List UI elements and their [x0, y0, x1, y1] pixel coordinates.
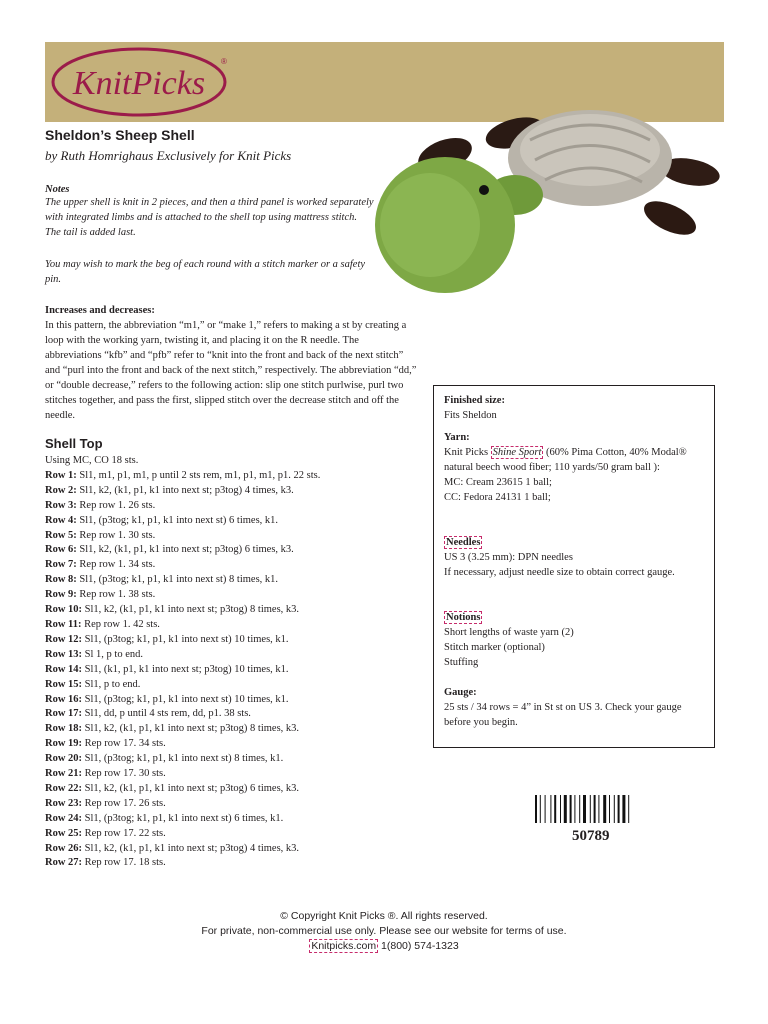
barcode-bar	[609, 795, 610, 823]
sheep-turtle-photo	[370, 100, 730, 300]
row-instruction: Sl1, m1, p1, m1, p until 2 sts rem, m1, p1, m1, p1. 22 sts.	[76, 469, 321, 481]
notion-item: Short lengths of waste yarn (2)	[444, 627, 574, 638]
pattern-row	[45, 499, 320, 514]
row-instruction: Rep row 1. 38 sts.	[76, 589, 156, 601]
pattern-row	[45, 812, 320, 827]
row-instruction: Sl1, k2, (k1, p1, k1 into next st; p3tog) 4 times, k3.	[82, 842, 300, 854]
barcode-number: 50789	[572, 828, 610, 844]
pattern-row	[45, 484, 320, 499]
pattern-row	[45, 573, 320, 588]
row-label: Row 27:	[45, 857, 83, 869]
shell-top-intro: Using MC, CO 18 sts.	[45, 455, 139, 466]
row-label: Row 26:	[45, 842, 83, 854]
needles-heading[interactable]: Needles	[446, 537, 481, 548]
footer-phone: 1(800) 574-1323	[378, 940, 459, 952]
barcode-bar	[618, 795, 620, 823]
pattern-row	[45, 469, 320, 484]
incdec-body: In this pattern, the abbreviation “m1,” or “make 1,” refers to making a st by creating a loop with the working yarn, twisting it, and placing it on the R needle. The abbreviations “kfb” and “pfb” refer to “knit into the front and back of the next stitch” and “purl into the front and back of the next stitch,” respectively. The abbreviation “dd,” or “double decrease,” refers to the following action: slip one stitch purlwise, purl two stitches together, and pass the first, slipped stitch over the decrease stitch and off the needle.	[45, 320, 417, 421]
row-instruction: Sl1, p to end.	[82, 678, 141, 690]
pattern-row	[45, 648, 320, 663]
barcode-bar	[579, 795, 580, 823]
row-label: Row 24:	[45, 812, 83, 824]
row-instruction: Rep row 1. 34 sts.	[76, 559, 156, 571]
row-instruction: Rep row 1. 30 sts.	[76, 529, 156, 541]
pattern-row	[45, 543, 320, 558]
footer-contact	[0, 939, 768, 954]
row-label: Row 6:	[45, 544, 77, 556]
row-instruction: Rep row 17. 34 sts.	[82, 738, 166, 750]
yarn-brand-text: Knit Picks	[444, 447, 491, 458]
gauge-heading: Gauge:	[444, 687, 477, 698]
pattern-row	[45, 737, 320, 752]
pattern-row	[45, 618, 320, 633]
row-label: Row 16:	[45, 693, 83, 705]
barcode	[535, 795, 650, 823]
row-label: Row 4:	[45, 514, 77, 526]
pattern-row	[45, 558, 320, 573]
barcode-bar	[598, 795, 599, 823]
barcode-bar	[594, 795, 596, 823]
row-instruction: Rep row 17. 30 sts.	[82, 768, 166, 780]
gauge-section	[444, 685, 708, 730]
pattern-row	[45, 663, 320, 678]
yarn-heading: Yarn:	[444, 432, 470, 443]
yarn-cc: CC: Fedora 24131 1 ball;	[444, 492, 551, 503]
row-instruction: Sl1, k2, (k1, p1, k1 into next st; p3tog) 4 times, k3.	[76, 484, 294, 496]
row-instruction: Rep row 1. 42 sts.	[81, 618, 160, 630]
footer-terms: For private, non-commercial use only. Please see our website for terms of use.	[201, 925, 567, 937]
yarn-link[interactable]: Shine Sport	[492, 447, 542, 458]
row-instruction: Sl1, (p3tog; k1, p1, k1 into next st) 8 times, k1.	[76, 574, 279, 586]
row-label: Row 17:	[45, 708, 83, 720]
pattern-row	[45, 707, 320, 722]
barcode-bar	[535, 795, 537, 823]
barcode-bar	[590, 795, 591, 823]
row-label: Row 14:	[45, 663, 83, 675]
row-label: Row 21:	[45, 768, 83, 780]
incdec-heading: Increases and decreases:	[45, 305, 155, 316]
row-label: Row 12:	[45, 633, 83, 645]
barcode-bar	[540, 795, 541, 823]
row-label: Row 2:	[45, 484, 77, 496]
pattern-row	[45, 797, 320, 812]
row-label: Row 13:	[45, 648, 83, 660]
row-label: Row 9:	[45, 589, 77, 601]
shell-top-rows	[45, 454, 320, 871]
row-instruction: Rep row 17. 22 sts.	[82, 827, 166, 839]
pattern-row	[45, 633, 320, 648]
barcode-bar	[560, 795, 561, 823]
row-instruction: Sl1, (p3tog; k1, p1, k1 into next st) 6 times, k1.	[82, 812, 284, 824]
logo-mark: ®	[221, 57, 227, 66]
notes-paragraph-2: You may wish to mark the beg of each round with a stitch marker or a safety pin.	[45, 259, 366, 285]
row-label: Row 20:	[45, 753, 83, 765]
barcode-bar	[554, 795, 556, 823]
row-instruction: Rep row 1. 26 sts.	[76, 499, 156, 511]
row-label: Row 8:	[45, 574, 77, 586]
gauge-value: 25 sts / 34 rows = 4” in St st on US 3. Check your gauge before you begin.	[444, 702, 682, 728]
row-label: Row 22:	[45, 782, 83, 794]
pattern-row	[45, 767, 320, 782]
pattern-row	[45, 588, 320, 603]
yarn-mc: MC: Cream 23615 1 ball;	[444, 477, 552, 488]
footer-copyright: © Copyright Knit Picks ®. All rights reserved.	[280, 910, 488, 922]
barcode-bar	[614, 795, 615, 823]
row-label: Row 10:	[45, 604, 83, 616]
barcode-bar	[603, 795, 606, 823]
pattern-row	[45, 678, 320, 693]
row-instruction: Sl1, (p3tog; k1, p1, k1 into next st) 6 times, k1.	[76, 514, 279, 526]
needles-section	[444, 535, 708, 580]
row-instruction: Sl1, (p3tog; k1, p1, k1 into next st) 8 times, k1.	[82, 753, 284, 765]
row-label: Row 5:	[45, 529, 77, 541]
row-label: Row 25:	[45, 827, 83, 839]
row-label: Row 11:	[45, 618, 82, 630]
barcode-bar	[622, 795, 625, 823]
shell-top-heading: Shell Top	[45, 436, 103, 451]
notions-section	[444, 610, 708, 670]
row-label: Row 18:	[45, 723, 83, 735]
row-label: Row 15:	[45, 678, 83, 690]
row-label: Row 19:	[45, 738, 83, 750]
row-instruction: Sl1, (p3tog; k1, p1, k1 into next st) 10 times, k1.	[82, 693, 289, 705]
pattern-row	[45, 722, 320, 737]
barcode-bar	[564, 795, 567, 823]
pattern-row	[45, 842, 320, 857]
barcode-bar	[570, 795, 572, 823]
pattern-row	[45, 856, 320, 871]
row-instruction: Sl1, k2, (k1, p1, k1 into next st; p3tog) 8 times, k3.	[82, 723, 300, 735]
notes-heading: Notes	[45, 184, 70, 195]
finished-size-value: Fits Sheldon	[444, 410, 497, 421]
row-label: Row 3:	[45, 499, 77, 511]
pattern-info-box	[433, 385, 715, 748]
notion-item: Stitch marker (optional)	[444, 642, 545, 653]
barcode-bar	[550, 795, 551, 823]
finished-size-section	[444, 393, 708, 423]
row-instruction: Rep row 17. 26 sts.	[82, 797, 166, 809]
row-instruction: Sl1, k2, (k1, p1, k1 into next st; p3tog) 6 times, k3.	[82, 782, 300, 794]
barcode-bar	[628, 795, 629, 823]
row-instruction: Sl1, k2, (k1, p1, k1 into next st; p3tog) 8 times, k3.	[82, 604, 300, 616]
pattern-row	[45, 603, 320, 618]
pattern-title: Sheldon’s Sheep Shell	[45, 127, 195, 143]
row-instruction: Rep row 17. 18 sts.	[82, 857, 166, 869]
yarn-description	[444, 445, 708, 475]
notes-paragraph-1: The upper shell is knit in 2 pieces, and then a third panel is worked separately with integrated limbs and is attached to the shell top using mattress stitch. The tail is added last.	[45, 197, 374, 238]
pattern-row	[45, 514, 320, 529]
barcode-bar	[583, 795, 586, 823]
row-instruction: Sl1, (p3tog; k1, p1, k1 into next st) 10 times, k1.	[82, 633, 289, 645]
pattern-row	[45, 529, 320, 544]
yarn-section	[444, 430, 708, 505]
row-label: Row 23:	[45, 797, 83, 809]
pattern-row	[45, 752, 320, 767]
notion-item: Stuffing	[444, 657, 479, 668]
needles-note: If necessary, adjust needle size to obtain correct gauge.	[444, 567, 675, 578]
logo-text: KnitPicks	[72, 65, 206, 102]
knitpicks-logo[interactable]	[47, 44, 231, 120]
pattern-row	[45, 827, 320, 842]
pattern-row	[45, 693, 320, 708]
row-instruction: Sl1, k2, (k1, p1, k1 into next st; p3tog) 6 times, k3.	[76, 544, 294, 556]
row-instruction: Sl1, (k1, p1, k1 into next st; p3tog) 10 times, k1.	[82, 663, 289, 675]
pattern-byline: by Ruth Homrighaus Exclusively for Knit Picks	[45, 148, 292, 163]
barcode-bar	[574, 795, 575, 823]
finished-size-heading: Finished size:	[444, 395, 505, 406]
pattern-row	[45, 782, 320, 797]
row-instruction: Sl 1, p to end.	[82, 648, 144, 660]
notions-heading[interactable]: Notions	[446, 612, 481, 623]
yarn-content-text: (60% Pima Cotton, 40% Modal® natural beech wood fiber; 110 yards/50 gram ball ):	[444, 447, 687, 473]
footer-website-link[interactable]: Knitpicks.com	[311, 940, 377, 952]
row-instruction: Sl1, dd, p until 4 sts rem, dd, p1. 38 sts.	[82, 708, 251, 720]
row-label: Row 1:	[45, 469, 77, 481]
row-label: Row 7:	[45, 559, 77, 571]
barcode-bar	[545, 795, 546, 823]
needles-size: US 3 (3.25 mm): DPN needles	[444, 552, 573, 563]
